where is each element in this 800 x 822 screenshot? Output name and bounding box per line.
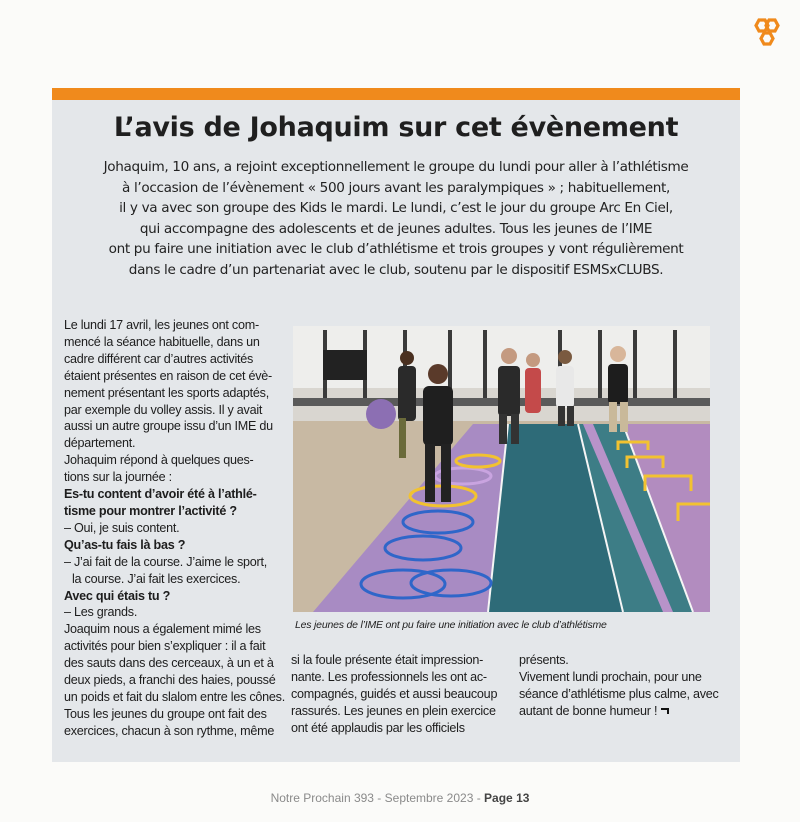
intro-line: ont pu faire une initiation avec le club d’athlétisme et trois groupes y vont régulièrement xyxy=(108,241,684,258)
interview-answer: – Les grands. xyxy=(64,605,138,620)
body-line: cadre différent car d’autres activités xyxy=(64,351,254,366)
intro-line: Johaquim, 10 ans, a rejoint exceptionnellement le groupe du lundi pour aller à l’athlétisme xyxy=(103,159,689,175)
body-line: par exemple du volley assis. Il y avait xyxy=(64,402,263,417)
body-line: ont été applaudis par les officiels xyxy=(291,720,465,735)
article-end-line xyxy=(519,703,719,720)
body-line: Tous les jeunes du groupe ont fait des xyxy=(64,706,267,721)
body-line: tions sur la journée : xyxy=(64,470,172,485)
body-line: deux pieds, a franchi des haies, poussé xyxy=(64,673,276,688)
body-line: séance d’athlétisme plus calme, avec xyxy=(519,686,719,701)
body-line: si la foule présente était impression- xyxy=(291,653,484,667)
article-column-1 xyxy=(64,317,285,740)
article-column-2 xyxy=(291,652,501,737)
body-line: exercices, chacun à son rythme, même xyxy=(64,723,275,738)
article-column-3 xyxy=(519,652,719,720)
article-intro xyxy=(80,157,712,281)
body-line: présents. xyxy=(519,653,569,667)
body-line: nement présentant les sports adaptés, xyxy=(64,385,269,400)
body-line: mencé la séance habituelle, dans un xyxy=(64,334,260,349)
body-line: département. xyxy=(64,436,136,451)
body-line: activités pour bien s’expliquer : il a fait xyxy=(64,639,266,654)
body-line: étaient présentes en raison de cet évè- xyxy=(64,368,272,383)
article-photo xyxy=(293,326,710,612)
body-line: Le lundi 17 avril, les jeunes ont com- xyxy=(64,318,259,332)
intro-line: dans le cadre d’un partenariat avec le club, soutenu par le dispositif ESMSxCLUBS. xyxy=(128,261,664,278)
body-line: autant de bonne humeur ! xyxy=(519,703,658,718)
interview-question: Es-tu content d’avoir été à l’athlé- xyxy=(64,487,257,502)
interview-answer: – J’ai fait de la course. J’aime le sport, xyxy=(64,554,267,569)
body-line: nante. Les professionnels les ont ac- xyxy=(291,669,487,684)
body-line: Johaquim répond à quelques ques- xyxy=(64,453,254,468)
intro-line: à l’occasion de l’évènement « 500 jours avant les paralympiques » ; habituellement, xyxy=(122,179,670,196)
header-accent-bar xyxy=(52,88,740,100)
article-title: L’avis de Johaquim sur cet évènement xyxy=(113,112,679,143)
body-line: rassurés. Les jeunes en plein exercice xyxy=(291,703,496,718)
interview-question: Qu’as-tu fais là bas ? xyxy=(64,537,186,552)
interview-answer: – Oui, je suis content. xyxy=(64,520,180,535)
photo-caption: Les jeunes de l’IME ont pu faire une initiation avec le club d’athlétisme xyxy=(295,619,607,631)
body-line: compagnés, guidés et aussi beaucoup xyxy=(291,686,498,701)
intro-line: qui accompagne des adolescents et de jeunes adultes. Tous les jeunes de l’IME xyxy=(139,220,653,237)
page-number: Page 13 xyxy=(484,791,530,805)
end-of-article-icon xyxy=(661,708,669,714)
body-line: Joaquim nous a également mimé les xyxy=(64,622,261,637)
body-line: un poids et fait du slalom entre les cônes. xyxy=(64,689,285,704)
athletics-track-photo xyxy=(293,326,710,612)
body-line: aussi un autre groupe issu d’un IME du xyxy=(64,419,273,434)
interview-answer: la course. J’ai fait les exercices. xyxy=(72,571,241,586)
interview-question: tisme pour montrer l’activité ? xyxy=(64,503,237,518)
page-footer xyxy=(0,791,800,805)
intro-line: il y va avec son groupe des Kids le mardi. Le lundi, c’est le jour du groupe Arc En Ciel, xyxy=(119,200,673,217)
footer-publication: Notre Prochain 393 - Septembre 2023 - xyxy=(270,791,481,805)
body-line: Vivement lundi prochain, pour une xyxy=(519,669,702,684)
interview-question: Avec qui étais tu ? xyxy=(64,588,171,603)
body-line: des sauts dans des cerceaux, à un et à xyxy=(64,656,274,671)
hexagon-logo-icon xyxy=(748,16,784,52)
